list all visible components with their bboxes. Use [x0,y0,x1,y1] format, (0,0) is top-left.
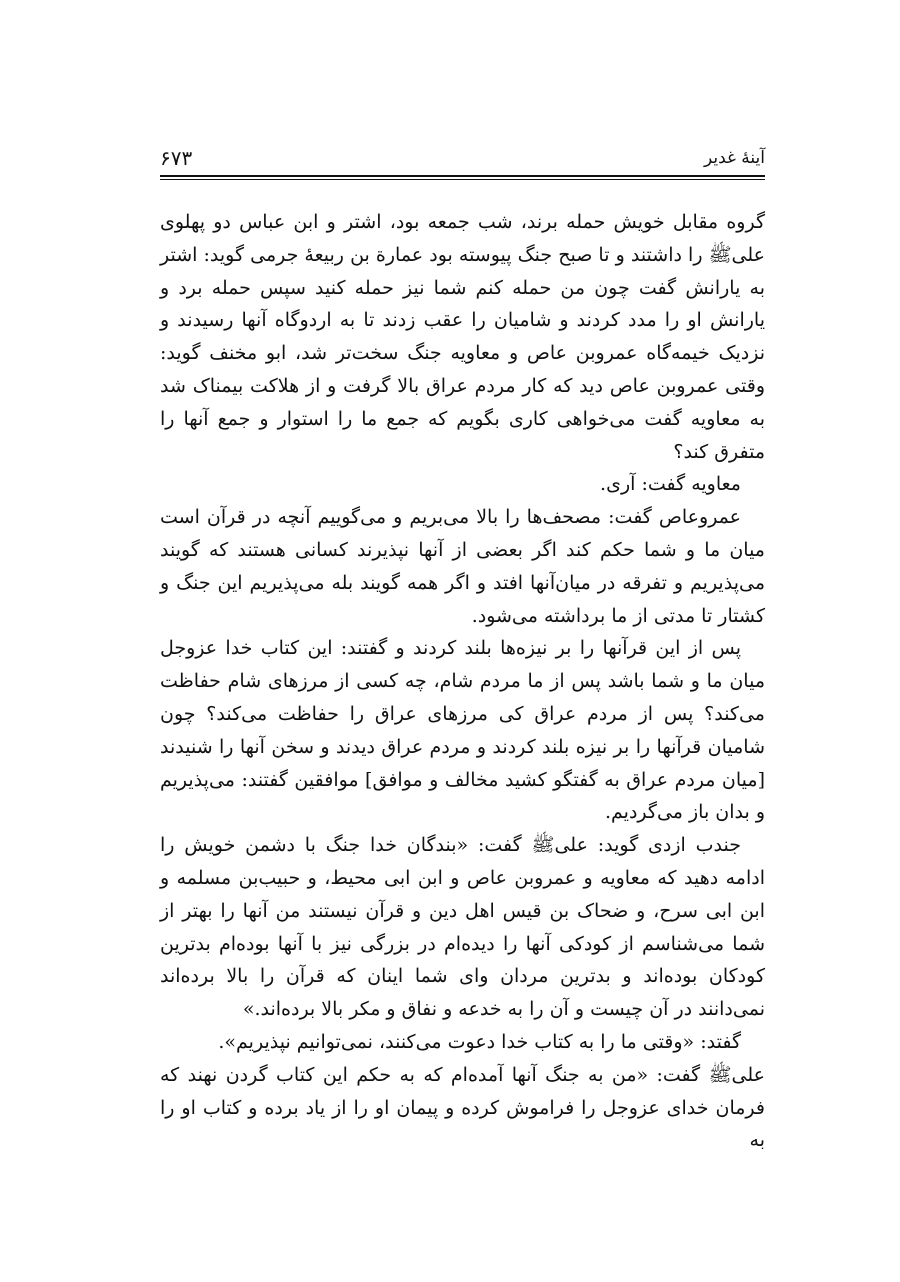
paragraph-1: گروه مقابل خویش حمله برند، شب جمعه بود، اشتر و ابن عباس دو پهلوی علیﷺ را داشتند و تا صبح جنگ پیوسته بود عمارة بن ربیعهٔ جرمی گوید: اشتر به یارانش گفت چون من حمله کنم شما نیز حمله کنید سپس حمله برد و یارانش او را مدد کردند و شامیان را عقب زدند تا به اردوگاه آنها رسیدند و نزدیک خیمه‌گاه عمروبن عاص و معاویه جنگ سخت‌تر شد، ابو مخنف گوید: وقتی عمروبن عاص دید که کار مردم عراق بالا گرفت و از هلاکت بیمناک شد به معاویه گفت می‌خواهی کاری بگویم که جمع ما را استوار و جمع آنها را متفرق کند؟ [160,211,765,463]
page-number: ۶۷۳ [160,146,193,170]
paragraph-6: گفتد: «وقتی ما را به کتاب خدا دعوت می‌کنند، نمی‌توانیم نپذیریم». [218,1030,741,1053]
page-header [160,145,765,179]
header-rule [160,175,765,177]
paragraph-2: معاویه گفت: آری. [600,473,741,496]
body-text [160,206,765,1157]
paragraph-7: علیﷺ گفت: «من به جنگ آنها آمده‌ام که به حکم این کتاب گردن نهند که فرمان خدای عزوجل را فراموش کرده و پیمان او را از یاد برده و کتاب او را به [160,1063,765,1152]
paragraph-4: پس از این قرآنها را بر نیزه‌ها بلند کردند و گفتند: این کتاب خدا عزوجل میان ما و شما باشد پس از ما مردم شام، چه کسی از مرزهای شام حفاظت می‌کند؟ پس از مردم عراق کی مرزهای عراق را حفاظت می‌کند؟ چون شامیان قرآنها را بر نیزه بلند کردند و مردم عراق دیدند و سخن آنها را شنیدند [میان مردم عراق به گفتگو کشید مخالف و موافق] موافقین گفتند: می‌پذیریم و بدان باز می‌گردیم. [160,637,765,824]
paragraph-3: عمروعاص گفت: مصحف‌ها را بالا می‌بریم و می‌گوییم آنچه در قرآن است میان ما و شما حکم کند اگر بعضی از آنها نپذیرند کسانی هستند که گویند می‌پذیریم و تفرقه در میان‌آنها افتد و اگر همه گویند بله می‌پذیریم این جنگ و کشتار تا مدتی از ما برداشته می‌شود. [160,506,765,627]
running-title: آینهٔ غدیر [703,148,765,168]
header-rule-thin [160,179,765,180]
paragraph-5: جندب ازدی گوید: علیﷺ گفت: «بندگان خدا جنگ با دشمن خویش را ادامه دهید که معاویه و عمروبن عاص و ابن ابی محیط، و حبیب‌بن مسلمه و ابن ابی سرح، و ضحاک بن قیس اهل دین و قرآن نیستند من آنها را بهتر از شما می‌شناسم از کودکی آنها را دیده‌ام در بزرگی نیز با آنها بوده‌ام بدترین کودکان بوده‌اند و بدترین مردان وای شما اینان که قرآن را بالا برده‌اند نمی‌دانند در آن چیست و آن را به خدعه و نفاق و مکر بالا برده‌اند.» [160,834,765,1021]
